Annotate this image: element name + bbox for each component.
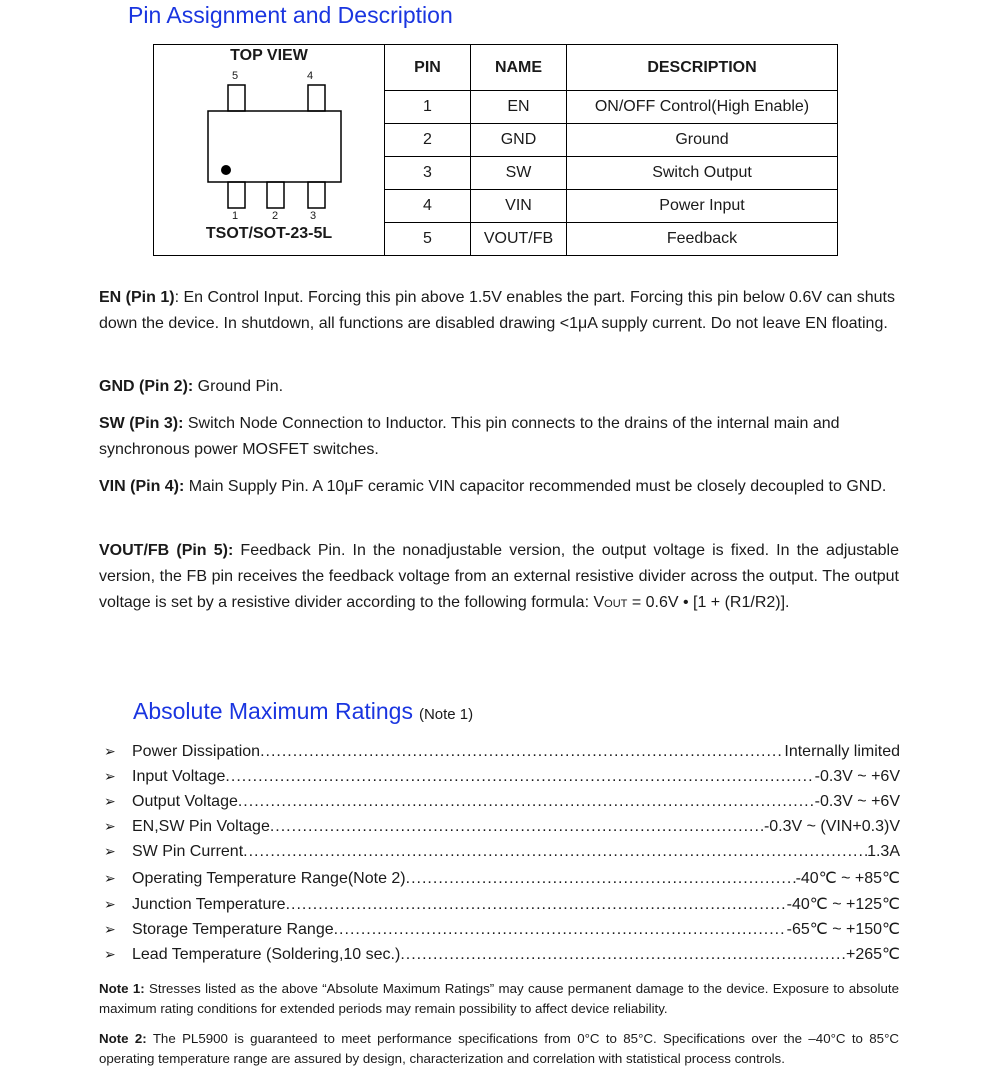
leader-dots <box>334 921 787 939</box>
pin-label-2: 2 <box>272 210 279 222</box>
rating-label: Operating Temperature Range(Note 2) <box>132 870 406 888</box>
rating-label: Output Voltage <box>132 793 238 811</box>
pin-4-lead <box>308 85 325 111</box>
rating-value: -0.3V ~ +6V <box>814 793 900 811</box>
pin-label-3: 3 <box>310 210 317 222</box>
pin-desc-vout-tail: = 0.6V • [1 + (R1/R2)]. <box>627 594 790 611</box>
pin-number: 2 <box>385 124 471 157</box>
list-item <box>104 868 900 893</box>
arrow-bullet-icon: ➢ <box>104 818 116 835</box>
pin-description: Ground <box>567 124 838 157</box>
ratings-list <box>104 743 900 969</box>
rating-value: -65℃ ~ +150℃ <box>786 920 900 938</box>
arrow-bullet-icon: ➢ <box>104 920 116 937</box>
rating-label: Junction Temperature <box>132 895 286 913</box>
leader-dots <box>406 870 796 888</box>
rating-value: 1.3A <box>867 843 900 861</box>
pin-name: SW <box>471 157 567 190</box>
pin-desc-vin-head: VIN (Pin 4): <box>99 478 185 495</box>
leader-dots <box>270 818 764 836</box>
arrow-bullet-icon: ➢ <box>104 945 116 962</box>
pin-desc-vout-text: Feedback Pin. In the nonadjustable version, the output voltage is fixed. In the adjustable version, the FB pin receives the feedback voltage from an external resistive divider across the output. The output voltage is set by a resistive divider according to the following formula: V <box>99 542 899 611</box>
pin-description: ON/OFF Control(High Enable) <box>567 91 838 124</box>
pin-desc-sw <box>99 411 899 463</box>
pin-number: 3 <box>385 157 471 190</box>
pin-table <box>153 44 838 256</box>
rating-label: Lead Temperature (Soldering,10 sec.) <box>132 945 401 963</box>
note-2-text: The PL5900 is guaranteed to meet performance specifications from 0°C to 85°C. Specifications over the –40°C to 85°C operating temperature range are assured by design, characterization and correlation with statistical process controls. <box>99 1031 899 1066</box>
note-1-text: Stresses listed as the above “Absolute Maximum Ratings” may cause permanent damage to the device. Exposure to absolute maximum rating conditions for extended periods may remain possibility to affect device reliability. <box>99 981 900 1016</box>
pin-desc-sw-head: SW (Pin 3): <box>99 415 184 432</box>
pin-desc-gnd-head: GND (Pin 2): <box>99 378 194 395</box>
rating-label: SW Pin Current <box>132 843 244 861</box>
pin-desc-sw-text: Switch Node Connection to Inductor. This pin connects to the drains of the internal main and synchronous power MOSFET switches. <box>99 415 840 458</box>
section-title-text: Pin Assignment and Description <box>128 2 453 28</box>
pin-desc-en-text: : En Control Input. Forcing this pin above 1.5V enables the part. Forcing this pin below 0.6V can shuts down the device. In shutdown, all functions are disabled drawing <1μA supply current. Do not leave EN floating. <box>99 289 895 332</box>
package-name: TSOT/SOT-23-5L <box>205 225 333 242</box>
arrow-bullet-icon: ➢ <box>104 843 116 860</box>
arrow-bullet-icon: ➢ <box>104 870 116 887</box>
leader-dots <box>260 743 784 761</box>
rating-value: -40℃ ~ +125℃ <box>786 895 900 913</box>
pin-desc-vout-sub: OUT <box>604 598 628 610</box>
list-item <box>104 768 900 793</box>
package-diagram <box>154 45 385 256</box>
pin-desc-vin <box>99 474 899 500</box>
note-2-head: Note 2: <box>99 1031 147 1046</box>
pin-number: 1 <box>385 91 471 124</box>
pin-desc-en-head: EN (Pin 1) <box>99 289 175 306</box>
pin-desc-vout-head: VOUT/FB (Pin 5): <box>99 542 234 559</box>
pin-1-lead <box>228 182 245 208</box>
package-outline <box>154 45 384 255</box>
leader-dots <box>238 793 815 811</box>
list-item <box>104 743 900 768</box>
section-title-abs-max <box>133 698 473 725</box>
pin-5-lead <box>228 85 245 111</box>
pin-desc-en <box>99 285 899 337</box>
note-1-head: Note 1: <box>99 981 145 996</box>
pin-number: 4 <box>385 190 471 223</box>
pin-desc-gnd <box>99 374 899 400</box>
note-2 <box>99 1029 899 1069</box>
pin-3-lead <box>308 182 325 208</box>
section-note: (Note 1) <box>418 706 474 723</box>
rating-label: Power Dissipation <box>132 743 261 760</box>
rating-value: +265℃ <box>845 945 900 963</box>
section-title-pin-assignment <box>128 2 453 29</box>
list-item <box>104 894 900 919</box>
header-pin: PIN <box>385 45 471 91</box>
pin-name: GND <box>471 124 567 157</box>
pin-1-marker <box>221 165 231 175</box>
header-name: NAME <box>471 45 567 91</box>
pin-name: VOUT/FB <box>471 223 567 256</box>
leader-dots <box>225 768 814 786</box>
top-view-label: TOP VIEW <box>230 47 308 64</box>
pin-desc-gnd-text: Ground Pin. <box>193 378 284 395</box>
rating-value: Internally limited <box>784 743 900 760</box>
pin-label-1: 1 <box>232 210 239 222</box>
rating-label: Storage Temperature Range <box>132 920 334 938</box>
rating-label: Input Voltage <box>132 768 226 786</box>
list-item <box>104 818 900 843</box>
header-description: DESCRIPTION <box>567 45 838 91</box>
pin-description: Switch Output <box>567 157 838 190</box>
pin-label-5: 5 <box>232 70 239 82</box>
rating-value: -0.3V ~ +6V <box>814 768 900 786</box>
pin-name: VIN <box>471 190 567 223</box>
list-item <box>104 944 900 969</box>
pin-number: 5 <box>385 223 471 256</box>
pin-description: Power Input <box>567 190 838 223</box>
arrow-bullet-icon: ➢ <box>104 743 116 759</box>
rating-value: -0.3V ~ (VIN+0.3)V <box>763 818 900 836</box>
pin-desc-vout <box>99 538 899 617</box>
leader-dots <box>286 896 787 914</box>
section-title-text: Absolute Maximum Ratings <box>133 698 413 724</box>
pin-name: EN <box>471 91 567 124</box>
list-item <box>104 843 900 868</box>
pin-2-lead <box>267 182 284 208</box>
list-item <box>104 793 900 818</box>
pin-desc-vin-text: Main Supply Pin. A 10μF ceramic VIN capacitor recommended must be closely decoupled to GND. <box>184 478 887 495</box>
arrow-bullet-icon: ➢ <box>104 793 116 810</box>
note-1 <box>99 979 899 1019</box>
arrow-bullet-icon: ➢ <box>104 768 116 785</box>
rating-label: EN,SW Pin Voltage <box>132 818 270 836</box>
pin-description: Feedback <box>567 223 838 256</box>
leader-dots <box>243 843 867 861</box>
arrow-bullet-icon: ➢ <box>104 895 116 912</box>
pin-label-4: 4 <box>307 70 314 82</box>
list-item <box>104 919 900 944</box>
rating-value: -40℃ ~ +85℃ <box>795 870 900 888</box>
leader-dots <box>400 946 846 964</box>
